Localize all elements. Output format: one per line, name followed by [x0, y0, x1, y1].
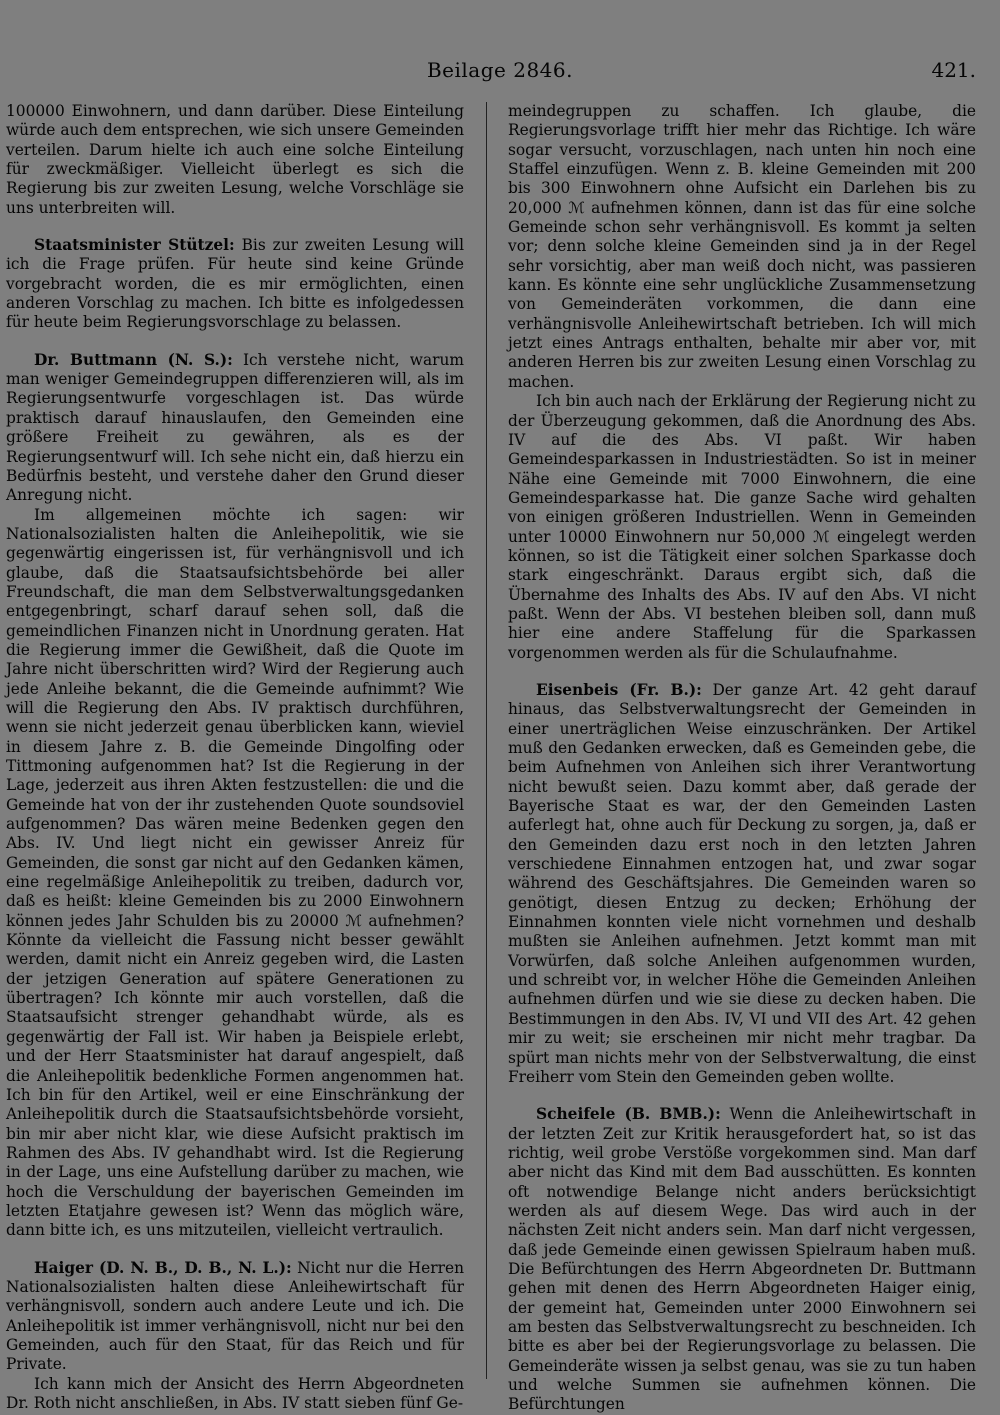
page-header-title: Beilage 2846.	[426, 58, 573, 82]
paragraph	[508, 392, 976, 663]
left-column	[6, 102, 464, 1412]
speaker-name: Staatsminister Stützel:	[34, 236, 235, 255]
paragraph	[6, 102, 464, 218]
paragraph-text: Ich verstehe nicht, warum man weniger Gemeindegruppen differenzieren will, als im Regierungsentwurfe vorgeschlagen ist. Das würde praktisch darauf hinauslaufen, den Gemeinden eine größere Freiheit zu gewähren, als es der Regierungsentwurf will. Ich sehe nicht ein, daß hierzu ein Bedürfnis besteht, und verstehe daher den Grund dieser Anregung nicht.	[6, 350, 464, 505]
speaker-name: Eisenbeis (Fr. B.):	[536, 680, 702, 699]
paragraph-text: Im allgemeinen möchte ich sagen: wir Nationalsozialisten halten die Anleihepolitik, wie sie gegenwärtig eingerissen ist, für verhängnisvoll und ich glaube, daß die Staatsaufsichtsbehörde bei aller Freundschaft, die man dem Selbstverwaltungsgedanken entgegenbringt, scharf darauf sehen soll, daß die gemeindlichen Finanzen nicht in Unordnung geraten. Hat die Regierung immer die Gewißheit, daß die Quote im Jahre nicht überschritten wird? Wird der Regierung auch jede Anleihe bekannt, die die Gemeinde aufnimmt? Wie will die Regierung den Abs. IV praktisch durchführen, wenn sie nicht jederzeit genau überblicken kann, wieviel in diesem Jahre z. B. die Gemeinde Dingolfing oder Tittmoning aufgenommen hat? Ist die Regierung in der Lage, jederzeit aus ihren Akten festzustellen: die und die Gemeinde hat von der ihr zustehenden Quote soundsoviel aufgenommen? Das wären meine Bedenken gegen den Abs. IV. Und liegt nicht ein gewisser Anreiz für Gemeinden, die sonst gar nicht auf den Gedanken kämen, eine regelmäßige Anleihepolitik zu treiben, dadurch vor, daß es heißt: kleine Gemeinden bis zu 2000 Einwohnern können jedes Jahr Schulden bis zu 20000 ℳ aufnehmen? Könnte da vielleicht die Fassung nicht besser gewählt werden, damit nicht ein Anreiz gegeben wird, die Lasten der jetzigen Generation auf spätere Generationen zu übertragen? Ich könnte mir auch vorstellen, daß die Staatsaufsicht strenger gehandhabt würde, als es gegenwärtig der Fall ist. Wir haben ja Beispiele erlebt, und der Herr Staatsminister hat darauf angespielt, daß die Anleihepolitik bedenkliche Formen angenommen hat. Ich bin für den Artikel, weil er eine Einschränkung der Anleihepolitik durch die Staatsaufsichtsbehörde vorsieht, bin mir aber nicht klar, wie diese Aufsicht praktisch im Rahmen des Abs. IV gehandhabt wird. Ist die Regierung in der Lage, uns eine Aufstellung darüber zu machen, wie hoch die Verschuldung der bayerischen Gemeinden im letzten Etatjahre gewesen ist? Wenn das möglich wäre, dann bitte ich, es uns mitzuteilen, vielleicht vertraulich.	[6, 505, 464, 1240]
paragraph-text: Wenn die Anleihewirtschaft in der letzten Zeit zur Kritik herausgefordert hat, so ist das richtig, weil grobe Verstöße vorgekommen sind. Man darf aber nicht das Kind mit dem Bad ausschütten. Es konnten oft notwendige Belange nicht anders berücksichtigt werden als auf diesem Wege. Das wird auch in der nächsten Zeit nicht anders sein. Man darf nicht vergessen, daß jede Gemeinde einen gewissen Spielraum haben muß. Die Befürchtungen des Herrn Abgeordneten Dr. Buttmann gehen mit denen des Herrn Abgeordneten Haiger einig, der gemeint hat, Gemeinden unter 2000 Einwohnern sei am besten das Selbstverwaltungsrecht zu beschneiden. Ich bitte es aber bei der Regierungsvorlage zu belassen. Die Gemeinderäte wissen ja selbst genau, was sie zu tun haben und welche Summen sie aufnehmen können. Die Befürchtungen	[508, 1105, 976, 1414]
paragraph	[6, 351, 464, 506]
right-column	[508, 102, 976, 1414]
paragraph-text: Ich bin auch nach der Erklärung der Regierung nicht zu der Überzeugung gekommen, daß die Anordnung des Abs. IV auf die des Abs. VI paßt. Wir haben Gemeindesparkassen in Industriestädten. So ist in meiner Nähe eine Gemeinde mit 7000 Einwohnern, die eine Gemeindesparkasse hat. Die ganze Sache wird gehalten von einigen größeren Industriellen. Wenn in Gemeinden unter 10000 Einwohnern nur 50,000 ℳ eingelegt werden können, so ist die Tätigkeit einer solchen Sparkasse doch stark eingeschränkt. Daraus ergibt sich, daß die Übernahme des Inhalts des Abs. IV auf den Abs. VI nicht paßt. Wenn der Abs. VI bestehen bleiben soll, dann muß hier eine andere Staffelung für die Sparkassen vorgenommen werden als für die Schulaufnahme.	[508, 392, 976, 662]
speaker-name: Dr. Buttmann (N. S.):	[34, 350, 233, 369]
paragraph-text: meindegruppen zu schaffen. Ich glaube, die Regierungsvorlage trifft hier mehr das Richtige. Ich wäre sogar versucht, vorzuschlagen, nach unten hin noch eine Staffel einzufügen. Wenn z. B. kleine Gemeinden mit 200 bis 300 Einwohnern ohne Aufsicht ein Darlehen bis zu 20,000 ℳ aufnehmen können, dann ist das für eine solche Gemeinde schon sehr verhängnisvoll. Es kommt ja selten vor; denn solche kleine Gemeinden sind ja in der Regel sehr vorsichtig, aber man weiß doch nicht, was passieren kann. Es könnte eine sehr unglückliche Zusammensetzung von Gemeinderäten vorkommen, die dann eine verhängnisvolle Anleihewirtschaft betrieben. Ich will mich jetzt eines Antrags enthalten, behalte mir aber vor, mit anderen Herren bis zur zweiten Lesung einen Vorschlag zu machen.	[508, 102, 976, 391]
paragraph	[6, 1375, 464, 1414]
paragraph	[6, 1259, 464, 1375]
paragraph-text: Nicht nur die Herren Nationalsozialisten halten diese Anleihewirtschaft für verhängnisvoll, sondern auch andere Leute und ich. Die Anleihepolitik ist immer verhängnisvoll, nicht nur bei den Gemeinden, auch für den Staat, für das Reich und für Private.	[6, 1258, 464, 1374]
paragraph-text: Der ganze Art. 42 geht darauf hinaus, das Selbstverwaltungsrecht der Gemeinden in einer unerträglichen Weise einzuschränken. Der Artikel muß den Gedanken erwecken, daß es Gemeinden gebe, die beim Aufnehmen von Anleihen sich ihrer Verantwortung nicht bewußt seien. Dazu kommt aber, daß gerade der Bayerische Staat es war, der den Gemeinden Lasten auferlegt hat, ohne auch für Deckung zu sorgen, ja, daß er den Gemeinden dazu erst noch in den letzten Jahren verschiedene Einnahmen entzogen hat, und zwar sogar während des Geschäftsjahres. Die Gemeinden waren so genötigt, diesen Entzug zu decken; Erhöhung der Einnahmen konnten viele nicht vornehmen und deshalb mußten sie Anleihen aufnehmen. Jetzt kommt man mit Vorwürfen, daß solche Anleihen aufgenommen wurden, und schreibt vor, in welcher Höhe die Gemeinden Anleihen aufnehmen dürfen und wie sie diese zu decken haben. Die Bestimmungen in den Abs. IV, VI und VII des Art. 42 gehen mir zu weit; sie erscheinen mir nicht mehr tragbar. Da spürt man nichts mehr von der Selbstverwaltung, die einst Freiherr vom Stein den Gemeinden geben wollte.	[508, 680, 976, 1086]
paragraph	[508, 1105, 976, 1415]
paragraph	[508, 681, 976, 1087]
paragraph-text: 100000 Einwohnern, und dann darüber. Diese Einteilung würde auch dem entsprechen, wie sich unsere Gemeinden verteilen. Darum hielte ich auch eine solche Einteilung für zweckmäßiger. Vielleicht überlegt es sich die Regierung bis zur zweiten Lesung, welche Vorschläge sie uns unterbreiten will.	[6, 102, 464, 217]
paragraph-text: Ich kann mich der Ansicht des Herrn Abgeordneten Dr. Roth nicht anschließen, in Abs. IV statt sieben fünf Ge-	[6, 1374, 464, 1412]
speaker-name: Scheifele (B. BMB.):	[536, 1105, 721, 1124]
page-number: 421.	[931, 58, 976, 82]
column-divider	[486, 102, 487, 1379]
paragraph	[6, 506, 464, 1241]
paragraph	[508, 102, 976, 392]
speaker-name: Haiger (D. N. B., D. B., N. L.):	[34, 1258, 292, 1277]
paragraph-text: Bis zur zweiten Lesung will ich die Frage prüfen. Für heute sind keine Gründe vorgebracht worden, die es mir ermöglichten, einen anderen Vorschlag zu machen. Ich bitte es infolgedessen für heute beim Regierungsvorschlage zu belassen.	[6, 236, 464, 332]
paragraph	[6, 236, 464, 333]
